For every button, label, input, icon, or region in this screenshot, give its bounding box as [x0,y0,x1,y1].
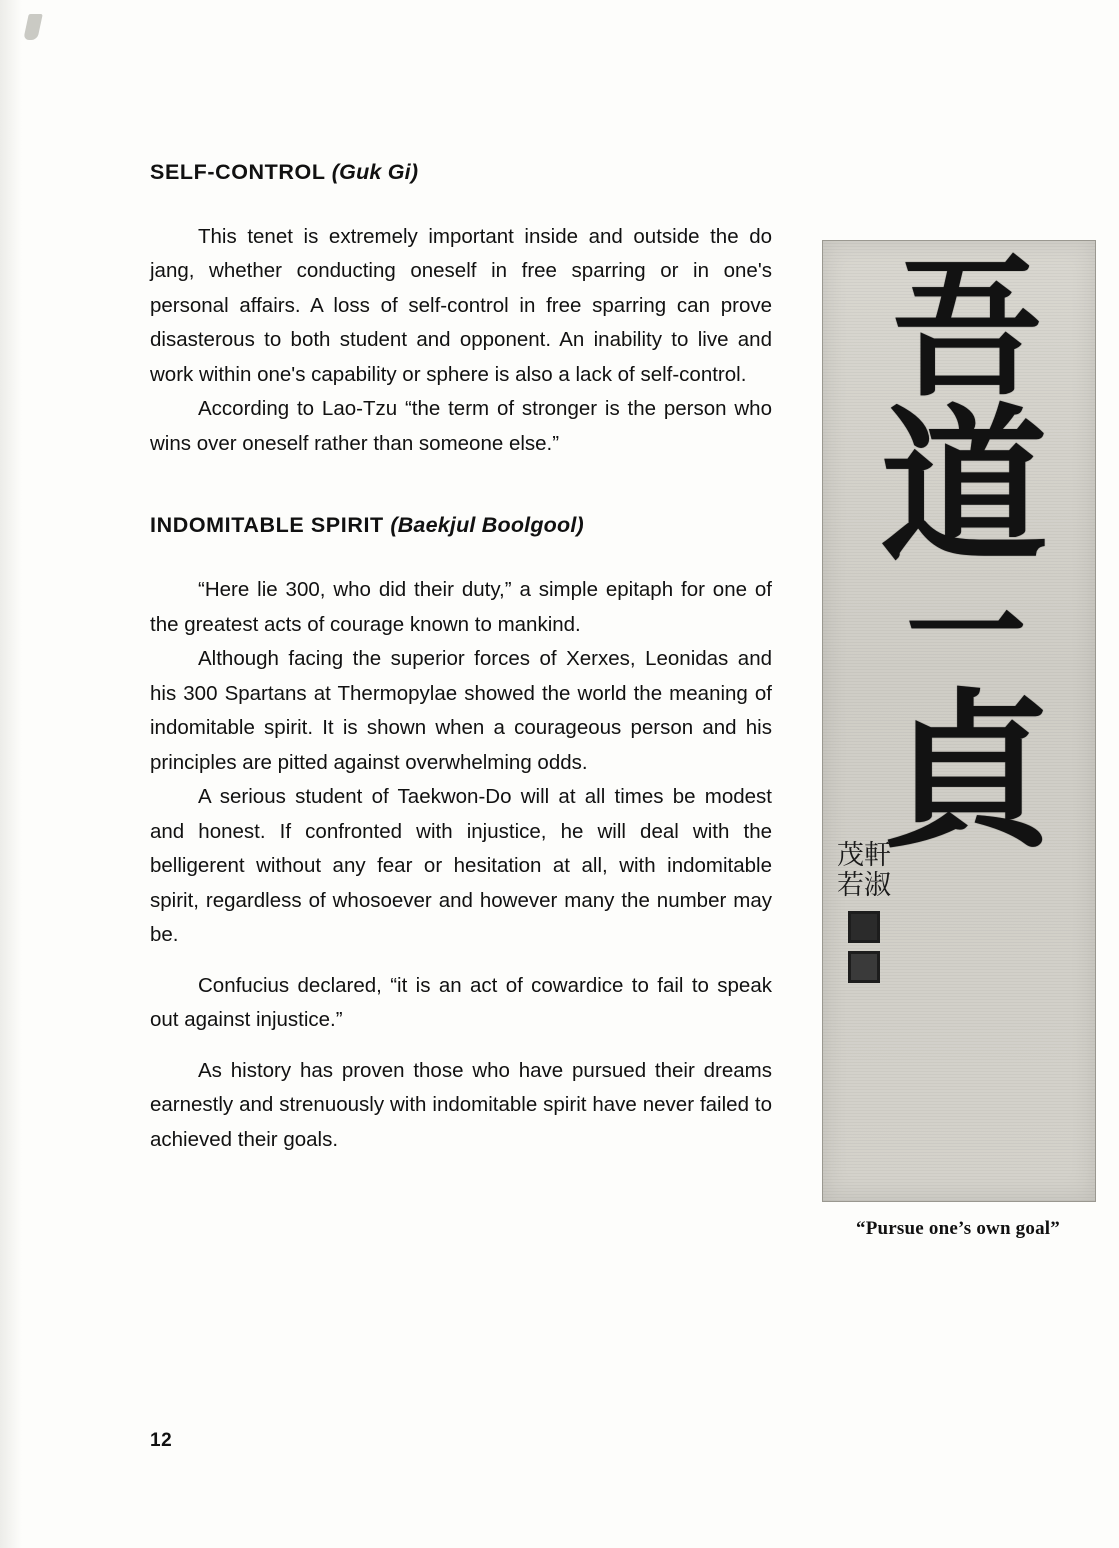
figure-caption: “Pursue one’s own goal” [856,1218,1060,1239]
section-title-romanization: (Guk Gi) [331,160,419,184]
text-column [150,160,772,1157]
scan-corner-artifact [23,14,43,40]
section-title-english: INDOMITABLE SPIRIT [150,513,384,538]
calligraphy-figure [822,240,1094,1240]
seal-stamp-icon [848,911,880,943]
page-number: 12 [150,1430,173,1451]
paragraph: Confucius declared, “it is an act of cowardice to fail to speak out against injustice.” [150,973,772,1032]
spacer [150,1038,772,1054]
spacer [150,953,772,969]
spacer [150,186,772,220]
paragraph: This tenet is extremely important inside and outside the do jang, whether conducting oneself in free sparring or in one's personal affairs. A loss of self-control in free sparring can prove disasterous to both student and opponent. An inability to live and work within one's capability or sphere is also a lack of self-control. [150,224,772,386]
paragraph: As history has proven those who have pursued their dreams earnestly and strenuously with indomitable spirit have never failed to achieved their goals. [150,1058,772,1151]
section-title-self-control [150,160,772,186]
calligraphy-glyph-1: 吾 [891,243,1042,417]
spacer [150,539,772,573]
calligraphy-glyph-4: 貞 [882,674,1053,873]
section-title-english: SELF-CONTROL [150,160,326,184]
calligraphy-signature-text: 茂軒 若淑 [837,840,891,901]
seal-stamp-icon [848,951,880,983]
spacer [150,461,772,513]
paragraph: A serious student of Taekwon-Do will at all times be modest and honest. If confronted with injustice, he will deal with the belligerent without any fear or hesitation at all, with indomitable spirit, regardless of whosoever and however many the number may be. [150,785,772,947]
calligraphy-glyph-2: 道 [880,388,1048,585]
calligraphy-glyph-3: 一 [906,564,1026,704]
section-title-indomitable-spirit [150,513,772,539]
calligraphy-signature [835,841,893,983]
calligraphy-image [822,240,1096,1202]
paragraph: “Here lie 300, who did their duty,” a simple epitaph for one of the greatest acts of courage known to mankind. [150,578,772,636]
paragraph: According to Lao-Tzu “the term of stronger is the person who wins over oneself rather than someone else.” [150,397,772,455]
paragraph: Although facing the superior forces of Xerxes, Leonidas and his 300 Spartans at Thermopylae showed the world the meaning of indomitable spirit. It is shown when a courageous person and his principles are pitted against overwhelming odds. [150,647,772,774]
scan-edge-shadow [0,0,22,1548]
section-title-romanization: (Baekjul Boolgool) [390,513,584,538]
